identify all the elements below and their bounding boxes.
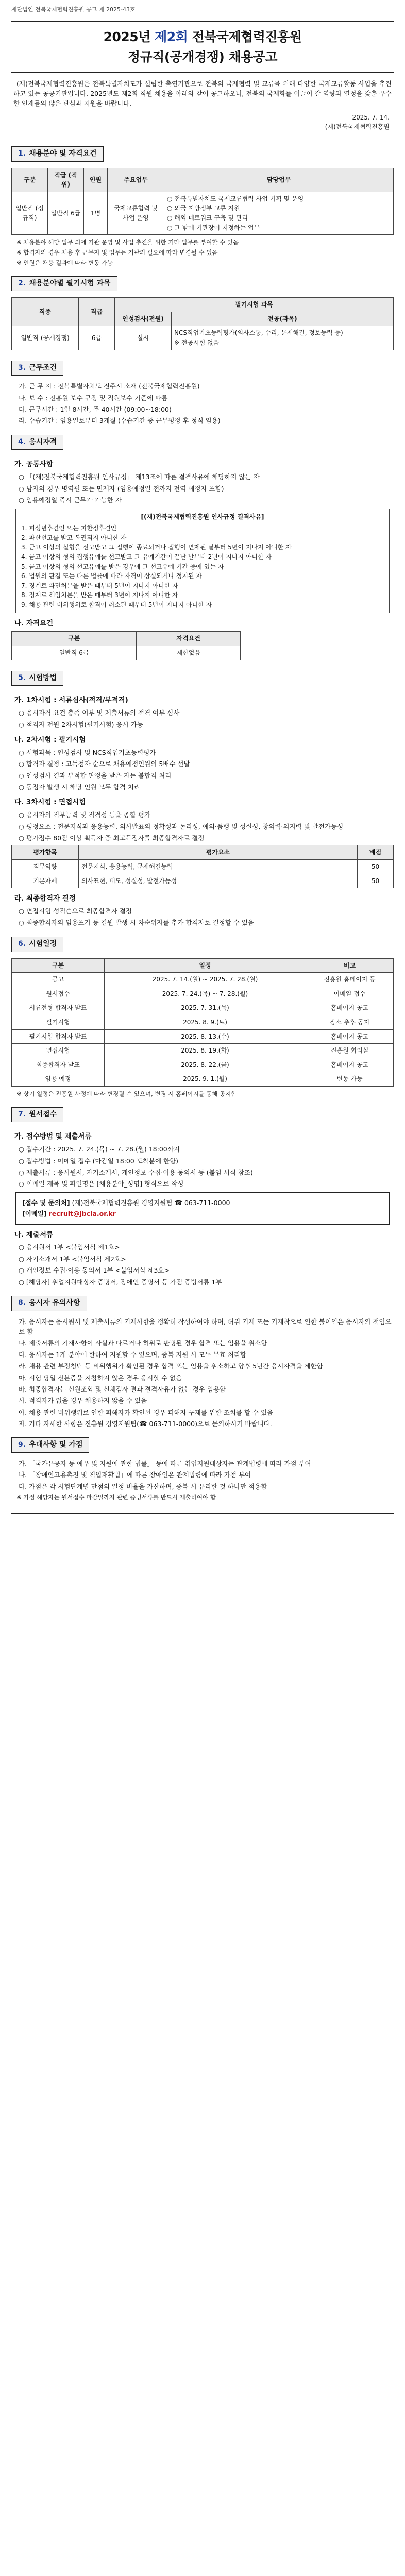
list-item: 5. 금고 이상의 형의 선고유예를 받은 경우에 그 선고유예 기간 중에 있는 자	[21, 563, 224, 570]
list-item: 1. 피성년후견인 또는 피한정후견인	[21, 524, 117, 532]
table-row: 면접시험 2025. 8. 19.(화) 진흥원 회의실	[12, 1044, 394, 1058]
table-row: 필기시험 2025. 8. 9.(토) 장소 추후 공지	[12, 1015, 394, 1029]
table-row: 일반직 (정규직) 일반직 6급 1명 국제교류협력 및 사업 운영 ○ 전북특별자치도 국제교류협력 사업 기획 및 운영 ○ 외국 지방정부 교류 지원 ○ 해외 네트워크 구축 및 관리 ○ 그 밖에 기관장이 지정하는 업무	[12, 192, 394, 234]
intro-paragraph: (재)전북국제협력진흥원은 전북특별자치도가 설립한 출연기관으로 전북의 국제협력 및 교류를 위해 다양한 국제교류활동 사업을 추진하고 있는 공공기관입니다. 2025년도 제2회 직원 채용을 아래와 같이 공고하오니, 전북의 국제화를 이끌어 갈 역량과 열정을 갖춘 우수한 인재들의 많은 관심과 지원을 바랍니다.	[13, 79, 392, 108]
list-item: ○ 동점자 발생 시 해당 인원 모두 합격 처리	[19, 783, 140, 791]
qualification-table: 구분 자격요건 일반직 6급 제한없음	[11, 631, 241, 660]
list-item: 2. 파산선고를 받고 복권되지 아니한 자	[21, 534, 127, 541]
note: ※ 채용분야 해당 업무 외에 기관 운영 및 사업 추진을 위한 기타 업무를 부여할 수 있음	[16, 239, 239, 246]
list-item: ○ 면접시험 성적순으로 최종합격자 결정	[19, 907, 132, 916]
section-3-heading: 3. 근무조건	[11, 361, 63, 376]
list-item: ○ 인성검사 결과 부적합 판정을 받은 자는 불합격 처리	[19, 771, 172, 779]
list-item: ○ 응시원서 1부 <붙임서식 제1호>	[19, 1243, 120, 1251]
contact-email-link[interactable]: recruit@jbcia.or.kr	[48, 1210, 116, 1218]
list-item: ○ 자기소개서 1부 <붙임서식 제2호>	[19, 1255, 126, 1263]
table-row: 임용 예정 2025. 9. 1.(월) 변동 가능	[12, 1072, 394, 1087]
list-item: ○ 평정요소 : 전문지식과 응용능력, 의사발표의 정확성과 논리성, 예의·품행 및 성실성, 창의력·의지력 및 발전가능성	[19, 822, 344, 831]
list-item: 9. 채용 관련 비위행위로 합격이 취소된 때부터 5년이 지나지 아니한 자	[21, 601, 212, 608]
list-item: 라. 채용 관련 부정청탁 등 비위행위가 확인된 경우 합격 또는 임용을 취소하고 향후 5년간 응시자격을 제한함	[19, 1362, 323, 1370]
section-9-heading: 9. 우대사항 및 가점	[11, 1437, 89, 1453]
subsection-heading: 나. 제출서류	[14, 1230, 54, 1239]
note: ※ 상기 일정은 진흥원 사정에 따라 변경될 수 있으며, 변경 시 홈페이지를 통해 공지함	[16, 1090, 237, 1097]
table-row: 기본자세 의사표현, 태도, 성실성, 발전가능성 50	[12, 874, 394, 888]
table-row: 서류전형 합격자 발표 2025. 7. 31.(목) 홈페이지 공고	[12, 1001, 394, 1015]
section-6-heading: 6. 시험일정	[11, 937, 63, 952]
list-item: 마. 시험 당일 신분증을 지참하지 않은 경우 응시할 수 없음	[19, 1374, 182, 1382]
list-item: 나. 「장애인고용촉진 및 직업재활법」에 따른 장애인은 관계법령에 따라 가점 부여	[19, 1471, 251, 1479]
list-item: ○ 최종합격자의 임용포기 등 결원 발생 시 차순위자를 추가 합격자로 결정할 수 있음	[19, 919, 255, 927]
interview-eval-table: 평가항목 평가요소 배점 직무역량 전문지식, 응용능력, 문제해결능력 50 기본자세 의사표현, 태도, 성실성, 발전가능성 50	[11, 845, 394, 888]
disqualification-box: [(재)전북국제협력진흥원 인사규정 결격사유] 1. 피성년후견인 또는 피한정후견인 2. 파산선고를 받고 복권되지 아니한 자 3. 금고 이상의 실형을 선고받고 그 집행이 종료되거나 집행이 면제된 날부터 5년이 지나지 아니한 자 4. 금고 이상의 형의 집행유예를 선고받고 그 유예기간이 끝난 날부터 2년이 지나지 아니한 자 5. 금고 이상의 형의 선고유예를 받은 경우에 그 선고유예 기간 중에 있는 자 6. 법원의 판결 또는 다른 법률에 따라 자격이 상실되거나 정지된 자 7. 징계로 파면처분을 받은 때부터 5년이 지나지 아니한 자 8. 징계로 해임처분을 받은 때부터 3년이 지나지 아니한 자 9. 채용 관련 비위행위로 합격이 취소된 때부터 5년이 지나지 아니한 자	[15, 509, 390, 614]
recruitment-table: 구분 직급 (직위) 인원 주요업무 담당업무 일반직 (정규직) 일반직 6급 1명 국제교류협력 및 사업 운영 ○ 전북특별자치도 국제교류협력 사업 기획 및 운영 ○ 외국 지방정부 교류 지원 ○ 해외 네트워크 구축 및 관리 ○ 그 밖에 기관장이 지정하는 업무	[11, 168, 394, 235]
list-item: 가. 「국가유공자 등 예우 및 지원에 관한 법률」 등에 따른 취업지원대상자는 관계법령에 따라 가점 부여	[19, 1460, 311, 1468]
section-7-heading: 7. 원서접수	[11, 1107, 63, 1123]
table-row: 공고 2025. 7. 14.(월) ~ 2025. 7. 28.(월) 진흥원 홈페이지 등	[12, 973, 394, 987]
contact-phone: (재)전북국제협력진흥원 경영지원팀 ☎ 063-711-0000	[72, 1198, 230, 1207]
contact-box: [접수 및 문의처] (재)전북국제협력진흥원 경영지원팀 ☎ 063-711-0000 [이메일] recruit@jbcia.or.kr	[15, 1192, 390, 1225]
title-box	[11, 21, 394, 73]
table-row: 필기시험 합격자 발표 2025. 8. 13.(수) 홈페이지 공고	[12, 1029, 394, 1044]
list-item: ○ 합격자 결정 : 고득점자 순으로 채용예정인원의 5배수 선발	[19, 760, 190, 768]
list-item: 7. 징계로 파면처분을 받은 때부터 5년이 지나지 아니한 자	[21, 582, 178, 589]
list-item: 8. 징계로 해임처분을 받은 때부터 3년이 지나지 아니한 자	[21, 591, 178, 599]
list-item: ○ 접수기간 : 2025. 7. 24.(목) ~ 7. 28.(월) 18:00까지	[19, 1145, 180, 1154]
list-item: ○ 접수방법 : 이메일 접수 (마감일 18:00 도착분에 한함)	[19, 1157, 179, 1165]
section-4-heading: 4. 응시자격	[11, 435, 63, 450]
note: ※ 합격자의 경우 채용 후 근무지 및 업무는 기관의 필요에 따라 변경될 수 있음	[16, 248, 218, 256]
footer-divider	[11, 1513, 394, 1514]
list-item: ○ 적격자 전원 2차시험(필기시험) 응시 가능	[19, 720, 143, 728]
list-item: ○ 응시자격 요건 충족 여부 및 제출서류의 적격 여부 심사	[19, 709, 180, 717]
list-item: 다. 가점은 각 시험단계별 만점의 일정 비율을 가산하며, 중복 시 유리한 것 하나만 적용함	[19, 1482, 267, 1490]
subsection-heading: 나. 자격요건	[14, 619, 54, 628]
table-row: 원서접수 2025. 7. 24.(목) ~ 7. 28.(월) 이메일 접수	[12, 987, 394, 1001]
list-item: ○ 시험과목 : 인성검사 및 NCS직업기초능력평가	[19, 748, 156, 756]
list-item: ○ 응시자의 직무능력 및 적격성 등을 종합 평가	[19, 811, 151, 819]
subsection-heading: 가. 1차시험 : 서류심사(적격/부적격)	[14, 696, 128, 705]
announcement-org: (재)전북국제협력진흥원	[325, 123, 390, 131]
exam-subject-table: 직종 직급 필기시험 과목 인성검사(전원) 전공(과목) 일반직 (공개경쟁) 6급 실시 NCS직업기초능력평가(의사소통, 수리, 문제해결, 정보능력 등) ※ 전공시험 없음	[11, 297, 394, 350]
note: ※ 인원은 채용 결과에 따라 변동 가능	[16, 259, 113, 266]
table-row: 최종합격자 발표 2025. 8. 22.(금) 홈페이지 공고	[12, 1058, 394, 1072]
subsection-heading: 나. 2차시험 : 필기시험	[14, 735, 86, 744]
page-title: 2025년 제2회 전북국제협력진흥원	[103, 29, 302, 45]
list-item: 6. 법원의 판결 또는 다른 법률에 따라 자격이 상실되거나 정지된 자	[21, 572, 202, 580]
list-item: ○ 평가점수 80점 이상 획득자 중 최고득점자를 최종합격자로 결정	[19, 834, 205, 842]
subsection-heading: 가. 접수방법 및 제출서류	[14, 1132, 92, 1141]
list-item: ○ 이메일 제목 및 파일명은 [채용분야_성명] 형식으로 작성	[19, 1180, 184, 1188]
list-item: 나. 보 수 : 진흥원 보수 규정 및 직원보수 기준에 따름	[19, 394, 168, 402]
list-item: ○ 남자의 경우 병역필 또는 면제자 (임용예정일 전까지 전역 예정자 포함)	[19, 484, 224, 493]
list-item: 아. 채용 관련 비위행위로 인한 피해자가 확인된 경우 피해자 구제를 위한 조치를 할 수 있음	[19, 1408, 274, 1416]
section-5-heading: 5. 시험방법	[11, 671, 63, 686]
list-item: ○ 임용예정일 즉시 근무가 가능한 자	[19, 496, 122, 504]
document-number: 재단법인 전북국제협력진흥원 공고 제 2025-43호	[11, 6, 136, 13]
note: ※ 가점 해당자는 원서접수 마감일까지 관련 증빙서류를 반드시 제출하여야 함	[16, 1494, 216, 1501]
list-item: 4. 금고 이상의 형의 집행유예를 선고받고 그 유예기간이 끝난 날부터 2년이 지나지 아니한 자	[21, 553, 272, 561]
list-item: ○ [해당자] 취업지원대상자 증명서, 장애인 증명서 등 가점 증빙서류 1부	[19, 1278, 222, 1286]
section-8-heading: 8. 응시자 유의사항	[11, 1296, 87, 1311]
page-subtitle: 정규직(공개경쟁) 채용공고	[127, 49, 278, 64]
list-item: 다. 응시자는 1개 분야에 한하여 지원할 수 있으며, 중복 지원 시 모두 무효 처리함	[19, 1350, 246, 1359]
list-item: 사. 적격자가 없을 경우 채용하지 않을 수 있음	[19, 1397, 147, 1405]
list-item: 라. 수습기간 : 임용일로부터 3개월 (수습기간 중 근무평정 후 정식 임용)	[19, 417, 221, 425]
list-item: 자. 기타 자세한 사항은 진흥원 경영지원팀(☎ 063-711-0000)으로 문의하시기 바랍니다.	[19, 1420, 272, 1428]
list-item: 나. 제출서류의 기재사항이 사실과 다르거나 허위로 판명된 경우 합격 또는 임용을 취소함	[19, 1339, 267, 1347]
subsection-heading: 다. 3차시험 : 면접시험	[14, 798, 86, 807]
schedule-table: 구분 일정 비고 공고 2025. 7. 14.(월) ~ 2025. 7. 28.(월) 진흥원 홈페이지 등 원서접수 2025. 7. 24.(목) ~ 7. 28.(월) 이메일 접수 서류전형 합격자 발표 2025. 7. 31.(목) 홈페이지 공고 필기시험 2025. 8. 9.(토) 장소 추후 공지 필기시험 합격자 발표 2025. 8. 13.(수) 홈페이지 공고 면접시험 2025. 8. 19.(화) 진흥원 회의실 최종합격자 발표 2025. 8. 22.(금) 홈페이지 공고 임용 예정 2025. 9. 1.(월) 변동 가능	[11, 958, 394, 1087]
table-row: 일반직 (공개경쟁) 6급 실시 NCS직업기초능력평가(의사소통, 수리, 문제해결, 정보능력 등) ※ 전공시험 없음	[12, 326, 394, 350]
list-item: 3. 금고 이상의 실형을 선고받고 그 집행이 종료되거나 집행이 면제된 날부터 5년이 지나지 아니한 자	[21, 544, 292, 551]
list-item: 가. 근 무 지 : 전북특별자치도 전주시 소재 (전북국제협력진흥원)	[19, 382, 200, 391]
list-item: ○ 「(재)전북국제협력진흥원 인사규정」 제13조에 따른 결격사유에 해당하지 않는 자	[19, 473, 260, 481]
subsection-heading: 가. 공통사항	[14, 460, 54, 469]
list-item: ○ 개인정보 수집·이용 동의서 1부 <붙임서식 제3호>	[19, 1266, 170, 1275]
list-item: 가. 응시자는 응시원서 및 제출서류의 기재사항을 정확히 작성하여야 하며, 허위 기재 또는 기재착오로 인한 불이익은 응시자의 책임으로 함	[19, 1317, 392, 1336]
list-item: ○ 제출서류 : 응시원서, 자기소개서, 개인정보 수집·이용 동의서 등 (붙임 서식 참조)	[19, 1168, 253, 1177]
section-2-heading: 2. 채용분야별 필기시험 과목	[11, 276, 117, 292]
table-row: 직무역량 전문지식, 응용능력, 문제해결능력 50	[12, 860, 394, 874]
table-row: 일반직 6급 제한없음	[12, 646, 241, 660]
list-item: 다. 근무시간 : 1일 8시간, 주 40시간 (09:00~18:00)	[19, 405, 172, 414]
section-1-heading: 1. 채용분야 및 자격요건	[11, 146, 104, 162]
list-item: 바. 최종합격자는 신원조회 및 신체검사 결과 결격사유가 없는 경우 임용함	[19, 1385, 226, 1393]
announcement-date: 2025. 7. 14.	[352, 113, 390, 121]
subsection-heading: 라. 최종합격자 결정	[14, 894, 76, 903]
